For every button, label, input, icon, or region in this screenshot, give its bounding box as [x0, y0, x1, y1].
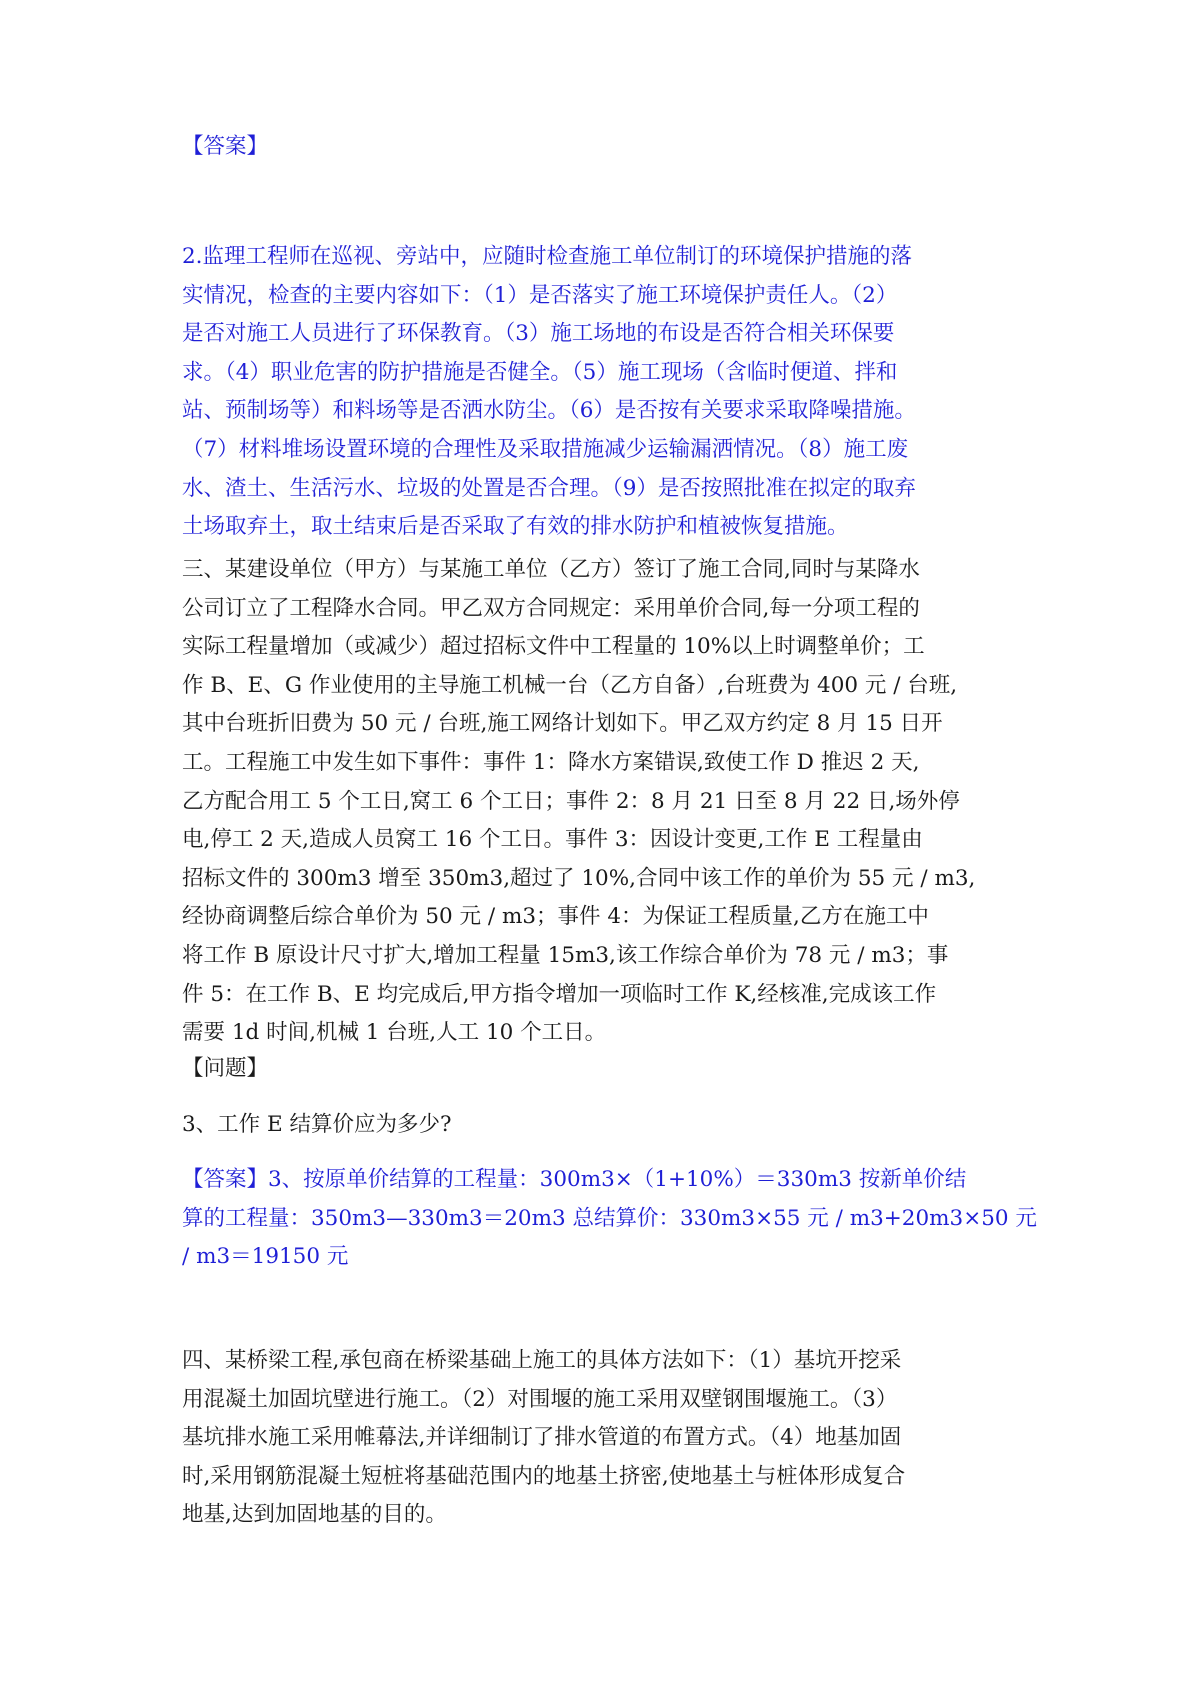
question-3-line: 实际工程量增加（或减少）超过招标文件中工程量的 10%以上时调整单价；工 — [182, 634, 925, 660]
question-4-line: 时,采用钢筋混凝土短桩将基础范围内的地基土挤密,使地基土与桩体形成复合 — [182, 1463, 906, 1489]
answer-3-line: / m3＝19150 元 — [182, 1244, 349, 1270]
question-4-line: 地基,达到加固地基的目的。 — [182, 1502, 447, 1528]
question-3-line: 件 5：在工作 B、E 均完成后,甲方指令增加一项临时工作 K,经核准,完成该工作 — [182, 981, 937, 1007]
question-heading: 【问题】 — [182, 1056, 269, 1081]
question-3-line: 其中台班折旧费为 50 元 / 台班,施工网络计划如下。甲乙双方约定 8 月 15 日开 — [182, 711, 943, 737]
question-3-line: 工。工程施工中发生如下事件：事件 1：降水方案错误,致使工作 D 推迟 2 天, — [182, 749, 920, 775]
answer-3-line: 算的工程量：350m3—330m3＝20m3 总结算价：330m3×55 元 / m3+20m3×50 元 — [182, 1205, 1037, 1231]
question-3-line: 需要 1d 时间,机械 1 台班,人工 10 个工日。 — [182, 1020, 607, 1046]
question-3-line: 经协商调整后综合单价为 50 元 / m3；事件 4：为保证工程质量,乙方在施工中 — [182, 904, 929, 930]
answer-block-3 — [182, 1161, 1037, 1277]
answer-heading-1: 【答案】 — [182, 134, 269, 159]
question-4-line: 四、某桥梁工程,承包商在桥梁基础上施工的具体方法如下：（1）基坑开挖采 — [182, 1348, 902, 1373]
question-3-line: 乙方配合用工 5 个工日,窝工 6 个工日；事件 2：8 月 21 日至 8 月 22 日,场外停 — [182, 788, 960, 814]
question-4-line: 基坑排水施工采用帷幕法,并详细制订了排水管道的布置方式。（4）地基加固 — [182, 1425, 902, 1451]
answer-1-line: 实情况，检查的主要内容如下：（1）是否落实了施工环境保护责任人。（2） — [182, 282, 898, 308]
question-3-line: 将工作 B 原设计尺寸扩大,增加工程量 15m3,该工作综合单价为 78 元 / m3；事 — [182, 942, 949, 968]
question-3-line: 招标文件的 300m3 增至 350m3,超过了 10%,合同中该工作的单价为 55 元 / m3, — [182, 865, 976, 891]
question-3-line: 电,停工 2 天,造成人员窝工 16 个工日。事件 3：因设计变更,工作 E 工程量由 — [182, 827, 923, 853]
question-3-line: 三、某建设单位（甲方）与某施工单位（乙方）签订了施工合同,同时与某降水 — [182, 557, 920, 582]
question-3-line: 作 B、E、G 作业使用的主导施工机械一台（乙方自备）,台班费为 400 元 / 台班, — [182, 672, 958, 698]
answer-1-line: （7）材料堆场设置环境的合理性及采取措施减少运输漏洒情况。（8）施工废 — [182, 436, 909, 462]
question-3-ask: 3、工作 E 结算价应为多少? — [182, 1112, 452, 1137]
question-4-text — [182, 1342, 1017, 1535]
answer-1-line: 土场取弃土，取土结束后是否采取了有效的排水防护和植被恢复措施。 — [182, 514, 849, 540]
answer-1-line: 2.监理工程师在巡视、旁站中，应随时检查施工单位制订的环境保护措施的落 — [182, 244, 913, 269]
question-3-text — [182, 551, 1017, 1053]
answer-1-line: 站、预制场等）和料场等是否洒水防尘。（6）是否按有关要求采取降噪措施。 — [182, 398, 916, 424]
answer-block-1 — [182, 238, 1017, 547]
question-3-line: 公司订立了工程降水合同。甲乙双方合同规定：采用单价合同,每一分项工程的 — [182, 595, 920, 621]
answer-1-line: 水、渣土、生活污水、垃圾的处置是否合理。（9）是否按照批准在拟定的取弃 — [182, 475, 916, 501]
answer-3-line: 【答案】3、按原单价结算的工程量：300m3×（1+10%）＝330m3 按新单价结 — [182, 1167, 967, 1192]
answer-1-line: 是否对施工人员进行了环保教育。（3）施工场地的布设是否符合相关环保要 — [182, 321, 895, 347]
question-4-line: 用混凝土加固坑壁进行施工。（2）对围堰的施工采用双壁钢围堰施工。（3） — [182, 1386, 898, 1412]
answer-1-line: 求。（4）职业危害的防护措施是否健全。（5）施工现场（含临时便道、拌和 — [182, 359, 898, 385]
